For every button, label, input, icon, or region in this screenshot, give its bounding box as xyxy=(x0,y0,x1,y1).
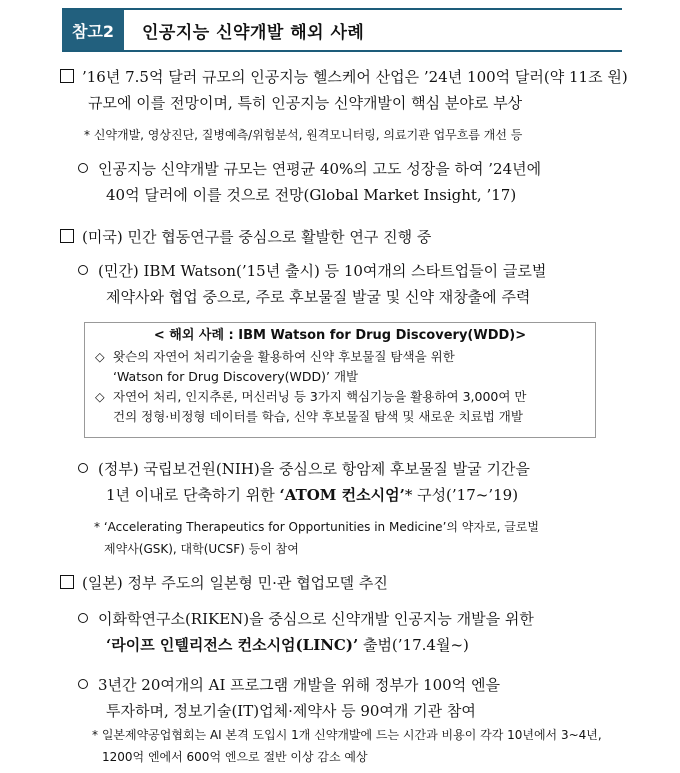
circle-bullet-icon xyxy=(78,163,88,173)
item-usa-private xyxy=(78,258,638,310)
paragraph-heading: (미국) 민간 협동연구를 중심으로 활발한 연구 진행 중 xyxy=(82,228,432,246)
paragraph-line: ’16년 7.5억 달러 규모의 인공지능 헬스케어 산업은 ’24년 100억 달러(약 11조 원) xyxy=(82,68,628,86)
paragraph-market xyxy=(60,64,628,116)
paragraph-usa xyxy=(60,224,620,250)
square-bullet-icon xyxy=(60,69,74,83)
atom-consortium-label: ‘ATOM 컨소시엄’ xyxy=(279,486,405,504)
note-line: 1200억 엔에서 600억 엔으로 절반 이상 감소 예상 xyxy=(102,750,368,764)
item-usa-government xyxy=(78,456,638,508)
item-line: 40억 달러에 이를 것으로 전망(Global Market Insight, ’17) xyxy=(106,186,517,204)
case-line: 왓슨의 자연어 처리기술을 활용하여 신약 후보물질 탐색을 위한 xyxy=(113,349,455,364)
footnote-atom xyxy=(94,516,654,560)
item-line: 인공지능 신약개발 규모는 연평균 40%의 고도 성장을 하여 ’24년에 xyxy=(98,160,542,178)
diamond-bullet-icon: ◇ xyxy=(95,389,105,404)
paragraph-japan xyxy=(60,570,620,596)
page-title: 인공지능 신약개발 해외 사례 xyxy=(142,22,365,43)
item-line: (정부) 국립보건원(NIH)을 중심으로 항암제 후보물질 발굴 기간을 xyxy=(98,460,530,478)
item-line: 투자하며, 정보기술(IT)업체·제약사 등 90여개 기관 참여 xyxy=(106,702,476,720)
diamond-bullet-icon: ◇ xyxy=(95,349,105,364)
item-line: 이화학연구소(RIKEN)을 중심으로 신약개발 인공지능 개발을 위한 xyxy=(98,610,534,628)
case-box-ibm-watson xyxy=(84,322,596,438)
footnote-fields: * 신약개발, 영상진단, 질병예측/위험분석, 원격모니터링, 의료기관 업무흐름 개선 등 xyxy=(84,128,523,142)
case-line: 자연어 처리, 인지추론, 머신러닝 등 3가지 핵심기능을 활용하여 3,000여 만 xyxy=(113,389,527,404)
circle-bullet-icon xyxy=(78,265,88,275)
item-line: 제약사와 협업 중으로, 주로 후보물질 발굴 및 신약 재창출에 주력 xyxy=(106,288,531,306)
circle-bullet-icon xyxy=(78,613,88,623)
item-line: (민간) IBM Watson(’15년 출시) 등 10여개의 스타트업들이 글로벌 xyxy=(98,262,547,280)
item-line-tail: 출범(’17.4월~) xyxy=(358,636,469,654)
linc-consortium-label: ‘라이프 인텔리전스 컨소시엄(LINC)’ xyxy=(106,636,359,654)
reference-badge: 참고2 xyxy=(62,10,124,50)
item-market-growth xyxy=(78,156,638,208)
paragraph-heading: (일본) 정부 주도의 일본형 민·관 협업모델 추진 xyxy=(82,574,388,592)
footnote-japan xyxy=(92,724,652,768)
item-line-tail: * 구성(’17~’19) xyxy=(404,486,519,504)
case-line: ‘Watson for Drug Discovery(WDD)’ 개발 xyxy=(113,369,359,384)
square-bullet-icon xyxy=(60,229,74,243)
item-line: 1년 이내로 단축하기 위한 xyxy=(106,486,280,504)
section-header xyxy=(62,8,622,52)
item-line: 3년간 20여개의 AI 프로그램 개발을 위해 정부가 100억 엔을 xyxy=(98,676,500,694)
item-japan-investment xyxy=(78,672,638,724)
square-bullet-icon xyxy=(60,575,74,589)
circle-bullet-icon xyxy=(78,679,88,689)
note-line: * 일본제약공업협회는 AI 본격 도입시 1개 신약개발에 드는 시간과 비용이 각각 10년에서 3~4년, xyxy=(92,728,602,742)
paragraph-line: 규모에 이를 전망이며, 특히 인공지능 신약개발이 핵심 분야로 부상 xyxy=(88,94,523,112)
circle-bullet-icon xyxy=(78,463,88,473)
note-line: 제약사(GSK), 대학(UCSF) 등이 참여 xyxy=(104,542,299,556)
note-line: * ‘Accelerating Therapeutics for Opportunities in Medicine’의 약자로, 글로벌 xyxy=(94,520,539,534)
item-japan-riken xyxy=(78,606,638,658)
case-line: 건의 정형·비정형 데이터를 학습, 신약 후보물질 탐색 및 새로운 치료법 개발 xyxy=(113,409,523,424)
case-box-title: < 해외 사례 : IBM Watson for Drug Discovery(WDD)> xyxy=(153,328,527,343)
